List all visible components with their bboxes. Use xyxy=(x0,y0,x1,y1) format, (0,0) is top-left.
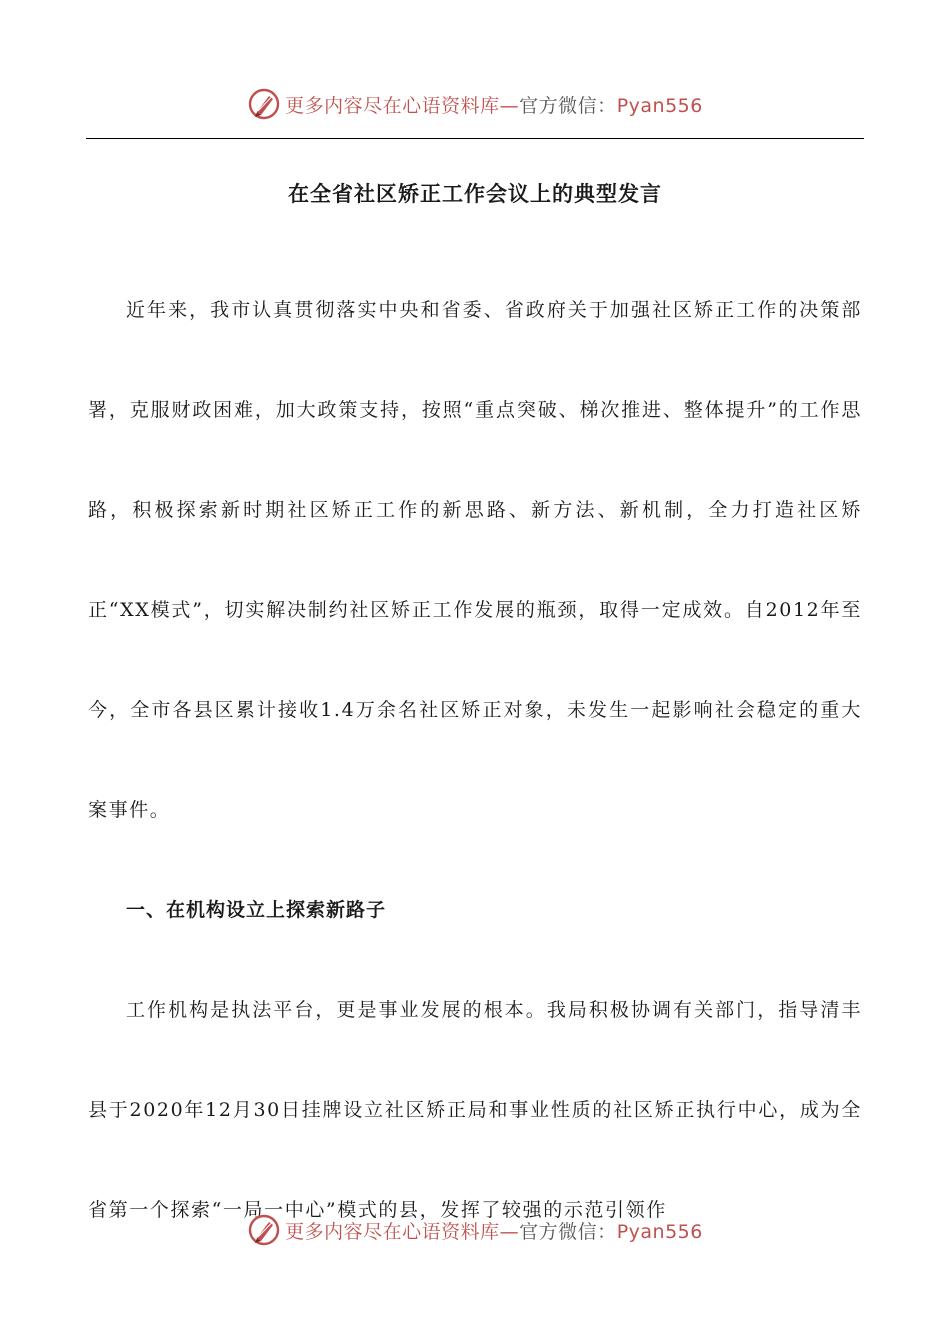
section-heading: 一、在机构设立上探索新路子 xyxy=(126,899,387,921)
document-body xyxy=(88,260,862,1260)
banner-site-text: 更多内容尽在心语资料库 xyxy=(285,1220,500,1243)
header-banner xyxy=(0,84,950,124)
pen-logo-icon xyxy=(247,1213,281,1247)
banner-official-text: 官方微信： xyxy=(519,1220,617,1243)
banner-separator: — xyxy=(499,94,520,117)
footer-banner xyxy=(0,1210,950,1250)
paragraph: 近年来，我市认真贯彻落实中央和省委、省政府关于加强社区矫正工作的决策部署，克服财政困难，加大政策支持，按照“重点突破、梯次推进、整体提升”的工作思路，积极探索新时期社区矫正工作的新思路、新方法、新机制，全力打造社区矫正“XX模式”，切实解决制约社区矫正工作发展的瓶颈，取得一定成效。自2012年至今，全市各县区累计接收1.4万余名社区矫正对象，未发生一起影响社会稳定的重大案事件。 xyxy=(88,299,862,821)
pen-logo-icon xyxy=(247,87,281,121)
header-divider xyxy=(86,138,864,139)
banner-wechat-id: Pyan556 xyxy=(616,1220,703,1243)
banner-official-text: 官方微信： xyxy=(519,94,617,117)
banner-wechat-id: Pyan556 xyxy=(616,94,703,117)
document-title: 在全省社区矫正工作会议上的典型发言 xyxy=(288,182,662,206)
banner-site-text: 更多内容尽在心语资料库 xyxy=(285,94,500,117)
banner-separator: — xyxy=(499,1220,520,1243)
banner-text xyxy=(285,1217,703,1244)
paragraph: 工作机构是执法平台，更是事业发展的根本。我局积极协调有关部门，指导清丰县于2020年12月30日挂牌设立社区矫正局和事业性质的社区矫正执行中心，成为全省第一个探索“一局一中心”模式的县，发挥了较强的示范引领作 xyxy=(88,999,862,1221)
banner-text xyxy=(285,91,703,118)
